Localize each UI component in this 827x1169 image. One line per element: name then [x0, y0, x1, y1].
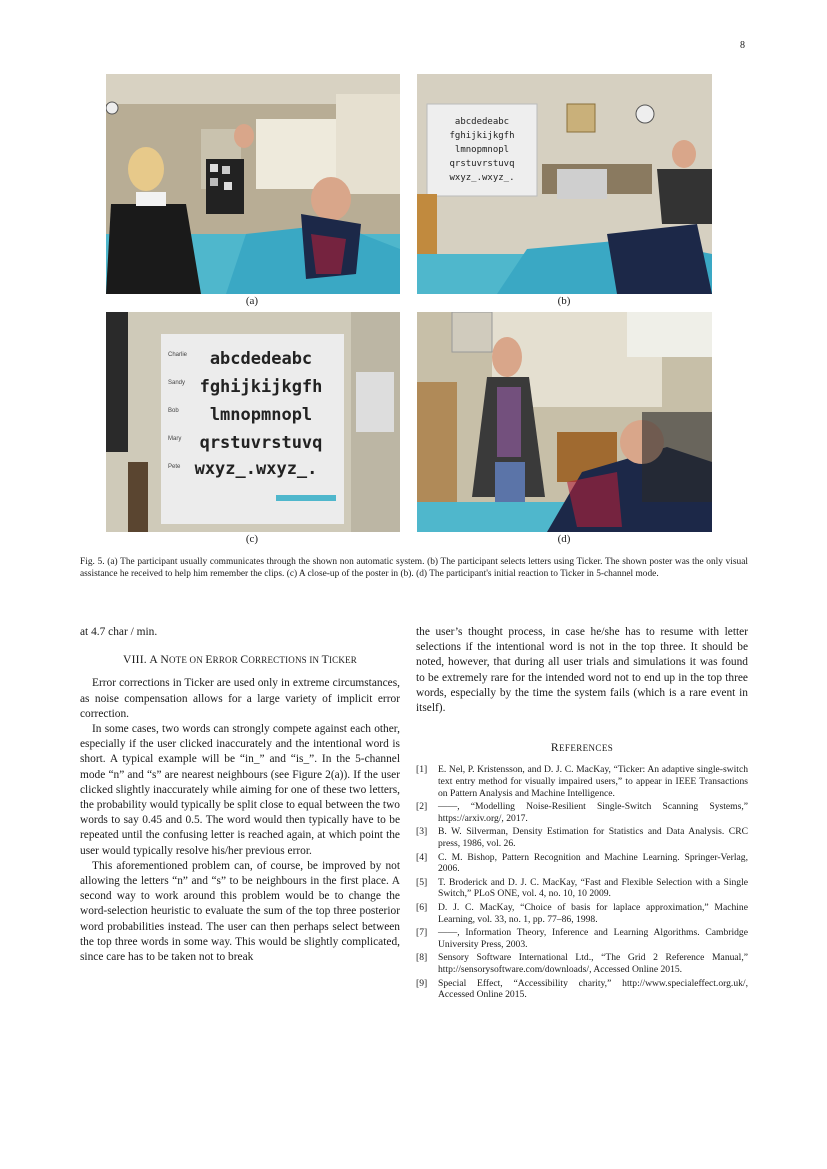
- photo-d-image: [417, 312, 712, 532]
- photo-b: [417, 74, 712, 294]
- photo-a: [106, 74, 400, 294]
- paragraph-continued: the user’s thought process, in case he/she has to resume with letter selections if the intentional word is not in the top three. It should be noted, however, that during all user trials and simulations it was found to be extremely rare for the intended word not to end up in the top three words, especially by the time the system fails (which is a rare event in itself).: [416, 626, 748, 715]
- references-list: [416, 764, 748, 1000]
- paragraph-1: Error corrections in Ticker are used only in extreme circumstances, as noise compensation allows for a large variety of implicit error correction.: [80, 677, 400, 720]
- reference-item: [8] Sensory Software International Ltd., “The Grid 2 Reference Manual,” http://sensorysoftware.com/downloads/, Accessed Online 2015.: [416, 952, 748, 975]
- poster-row-1: abcdedeabc: [209, 349, 313, 369]
- poster-name-2: Sandy: [168, 380, 186, 386]
- poster-row-3: lmnopmnopl: [209, 405, 313, 425]
- photo-b-poster-row-5: wxyz_.wxyz_.: [449, 173, 515, 183]
- reference-item: [5] T. Broderick and D. J. C. MacKay, “Fast and Flexible Selection with a Single Switch,” PLoS ONE, vol. 4, no. 10, 10 2009.: [416, 876, 748, 900]
- poster-name-5: Pete: [168, 464, 181, 470]
- poster-row-2: fghijkijkgfh: [199, 377, 323, 397]
- paragraph-3: This aforementioned problem can, of course, be improved by not allowing the letters “n” and “s” to be neighbours in the first place. A second way to work around this problem would be to change the word-selection heuristic to evaluate the sum of the top three posterior word probabilities instead. The user can then perhaps select between the top three words in some way. This would be slightly complicated, since care has to be taken not to break: [80, 859, 400, 964]
- references-heading: REFERENCES: [550, 741, 614, 755]
- figure-caption: Fig. 5. (a) The participant usually communicates through the shown non automatic system. (b) The participant selects letters using Ticker. The shown poster was the only visual assistance he received to help him remember the clips. (c) A close-up of the poster in (b). (d) The participant's initial reaction to Ticker in 5-channel mode.: [80, 557, 748, 579]
- photo-b-poster-row-4: qrstuvrstuvq: [449, 159, 515, 169]
- poster-name-1: Charlie: [168, 352, 188, 358]
- section-number: VIII.: [123, 653, 147, 667]
- reference-item: [7] ——, Information Theory, Inference and Learning Algorithms. Cambridge University Press, 2003.: [416, 927, 748, 950]
- photo-b-image: [417, 74, 712, 294]
- left-column: [80, 625, 400, 965]
- right-column: [416, 625, 748, 1003]
- photo-b-poster-row-3: lmnopmnopl: [454, 145, 510, 155]
- photo-c: [106, 312, 400, 532]
- reference-item: [2] ——, “Modelling Noise-Resilient Single-Switch Scanning Systems,” https://arxiv.org/, 2017.: [416, 801, 748, 824]
- section-title: A NOTE ON ERROR CORRECTIONS IN TICKER: [149, 653, 357, 667]
- reference-item: [4] C. M. Bishop, Pattern Recognition and Machine Learning. Springer-Verlag, 2006.: [416, 851, 748, 875]
- lead-text: at 4.7 char / min.: [80, 626, 158, 638]
- poster-row-4: qrstuvrstuvq: [199, 433, 323, 453]
- photo-a-image: [106, 74, 400, 294]
- reference-item: [1] E. Nel, P. Kristensson, and D. J. C. MacKay, “Ticker: An adaptive single-switch text entry method for visually impaired users,” to appear in IEEE Transactions on Pattern Analysis and Machine Intelligence.: [416, 764, 748, 799]
- reference-item: [3] B. W. Silverman, Density Estimation for Statistics and Data Analysis. CRC press, 1986, vol. 26.: [416, 826, 748, 849]
- page-number: 8: [740, 40, 745, 51]
- photo-d: [417, 312, 712, 532]
- sublabel-b: (b): [557, 295, 571, 307]
- reference-item: [6] D. J. C. MacKay, “Choice of basis for laplace approximation,” Machine Learning, vol. 33, no. 1, pp. 77–86, 1998.: [416, 901, 748, 925]
- paragraph-2: In some cases, two words can strongly compete against each other, especially if the user clicked inaccurately and the intentional word is short. A typical example will be “in_” and “is_”. In the 5-channel mode “n” and “s” are nearest neighbours (see Figure 2(a)). If the user clicked slightly inaccurately while aiming for one of these two letters, the probability would typically be split close to equal between the two words to say 0.45 and 0.5. The word would then typically have to be repeated until the confusing letter is reached again, at which point the user would typically resolve his/her previous error.: [80, 723, 400, 857]
- reference-item: [9] Special Effect, “Accessibility charity,” http://www.specialeffect.org.uk/, Accessed Online 2015.: [416, 977, 748, 1001]
- sublabel-a: (a): [245, 295, 259, 307]
- photo-b-poster-row-1: abcdedeabc: [454, 117, 510, 127]
- poster-name-4: Mary: [168, 436, 182, 442]
- sublabel-c: (c): [245, 533, 259, 545]
- sublabel-d: (d): [557, 533, 571, 545]
- poster-row-5: wxyz_.wxyz_.: [194, 459, 318, 479]
- photo-b-poster-row-2: fghijkijkgfh: [449, 131, 515, 141]
- poster-name-3: Bob: [168, 408, 179, 414]
- section-heading: [80, 652, 400, 668]
- photo-c-image: [106, 312, 400, 532]
